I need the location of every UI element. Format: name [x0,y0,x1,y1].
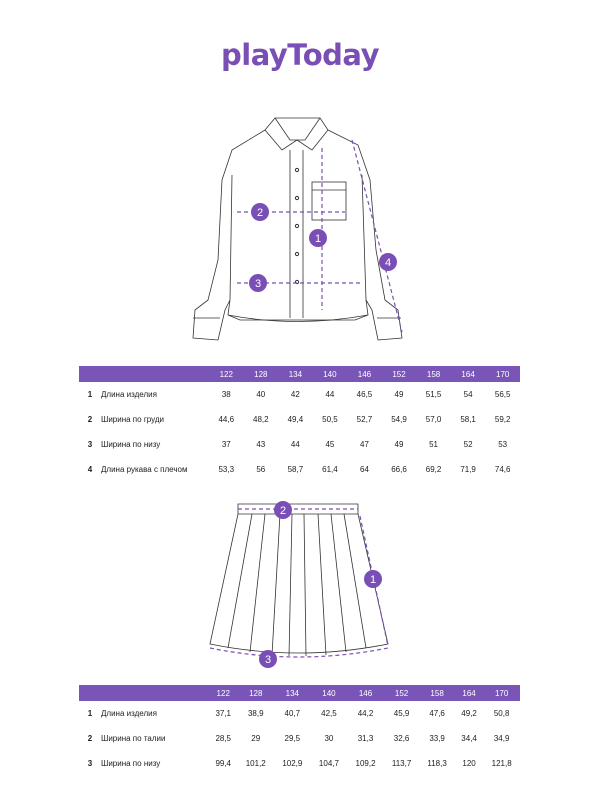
row-number: 4 [87,465,93,474]
marker-2 [251,203,269,221]
row-name: Ширина по груди [101,415,164,424]
cell: 38,9 [247,709,264,718]
cell: 33,9 [429,734,445,743]
cell: 44,6 [218,415,235,424]
size-col: 122 [209,366,244,382]
cell: 32,6 [393,734,410,743]
table-row [79,751,520,776]
cell: 50,5 [322,415,338,424]
size-col: 140 [313,366,348,382]
cell: 71,9 [460,465,476,474]
cell: 28,5 [215,734,232,743]
cell: 43 [256,440,266,449]
table-row [79,457,520,482]
cell: 59,2 [494,415,511,424]
cell: 50,8 [493,709,510,718]
size-col: 158 [419,685,455,701]
cell: 54,9 [391,415,407,424]
cell: 42 [290,390,300,399]
size-col: 164 [455,685,483,701]
row-number: 1 [87,709,93,718]
marker-1-label: 1 [369,574,377,586]
table-row [79,407,520,432]
cell: 104,7 [318,759,339,768]
cell: 46,5 [356,390,373,399]
skirt-markers [259,501,382,668]
cell: 74,6 [494,465,511,474]
row-number: 3 [87,440,93,449]
size-col: 134 [278,366,313,382]
cell: 48,2 [253,415,269,424]
cell: 57,0 [425,415,442,424]
cell: 49 [394,440,404,449]
size-col: 152 [382,366,417,382]
marker-1-label: 1 [314,233,322,245]
cell: 42,5 [321,709,337,718]
marker-3 [249,274,267,292]
row-name: Длина изделия [101,390,157,399]
row-name: Ширина по низу [101,759,161,768]
size-col: 128 [244,366,279,382]
cell: 66,6 [391,465,407,474]
cell: 29 [251,734,261,743]
size-col: 146 [347,366,382,382]
row-number: 2 [87,415,93,424]
brand-logo: playToday [221,38,379,72]
marker-4-label: 4 [384,257,392,269]
cell: 118,3 [427,759,447,768]
size-col: 146 [347,685,384,701]
marker-2-label: 2 [279,505,287,517]
row-name: Ширина по талии [101,734,166,743]
marker-2 [274,501,292,519]
marker-3-label: 3 [254,278,262,290]
cell: 52 [463,440,473,449]
cell: 34,4 [461,734,477,743]
cell: 40,7 [284,709,301,718]
cell: 30 [324,734,334,743]
cell: 69,2 [425,465,442,474]
cell: 120 [462,759,476,768]
marker-4 [379,253,397,271]
cell: 102,9 [282,759,303,768]
marker-3 [259,650,277,668]
table-row [79,382,520,407]
cell: 31,3 [357,734,374,743]
cell: 44 [325,390,335,399]
row-name: Длина рукава с плечом [101,465,188,474]
table-row [79,701,520,726]
skirt-table-header [79,685,520,701]
cell: 34,9 [493,734,510,743]
size-col: 122 [209,685,237,701]
cell: 56 [256,465,266,474]
marker-3-label: 3 [264,654,272,666]
marker-2-label: 2 [256,207,264,219]
cell: 49 [394,390,404,399]
size-col: 134 [274,685,311,701]
size-col: 164 [451,366,486,382]
cell: 61,4 [322,465,338,474]
cell: 53,3 [218,465,235,474]
cell: 54 [463,390,473,399]
row-number: 1 [87,390,93,399]
cell: 52,7 [356,415,373,424]
size-col: 128 [237,685,274,701]
cell: 113,7 [391,759,412,768]
cell: 49,2 [461,709,477,718]
cell: 58,1 [460,415,476,424]
size-col: 152 [384,685,420,701]
cell: 44,2 [357,709,374,718]
table-row [79,726,520,751]
marker-1 [309,229,327,247]
cell: 56,5 [494,390,511,399]
size-col: 170 [483,685,520,701]
cell: 37 [221,440,231,449]
shirt-markers [249,203,397,292]
cell: 64 [360,465,369,474]
size-col: 158 [416,366,451,382]
row-name: Ширина по низу [101,440,161,449]
cell: 51 [429,440,438,449]
size-col: 140 [311,685,348,701]
cell: 45 [325,440,335,449]
shirt-size-table [79,366,520,482]
skirt-size-table [79,685,520,776]
shirt-table-header [79,366,520,382]
table-row [79,432,520,457]
row-number: 3 [87,759,93,768]
cell: 58,7 [287,465,304,474]
cell: 121,8 [491,759,512,768]
cell: 101,2 [245,759,266,768]
cell: 47 [360,440,369,449]
row-name: Длина изделия [101,709,157,718]
size-col: 170 [485,366,520,382]
cell: 45,9 [393,709,410,718]
cell: 109,2 [355,759,376,768]
row-number: 2 [87,734,93,743]
shirt-sketch [0,0,600,350]
skirt-sketch [0,490,600,680]
cell: 51,5 [425,390,442,399]
cell: 40 [256,390,266,399]
cell: 44 [290,440,300,449]
cell: 37,1 [215,709,232,718]
cell: 53 [498,440,508,449]
cell: 99,4 [215,759,232,768]
cell: 49,4 [287,415,304,424]
cell: 47,6 [429,709,445,718]
cell: 38 [221,390,231,399]
cell: 29,5 [284,734,301,743]
marker-1 [364,570,382,588]
